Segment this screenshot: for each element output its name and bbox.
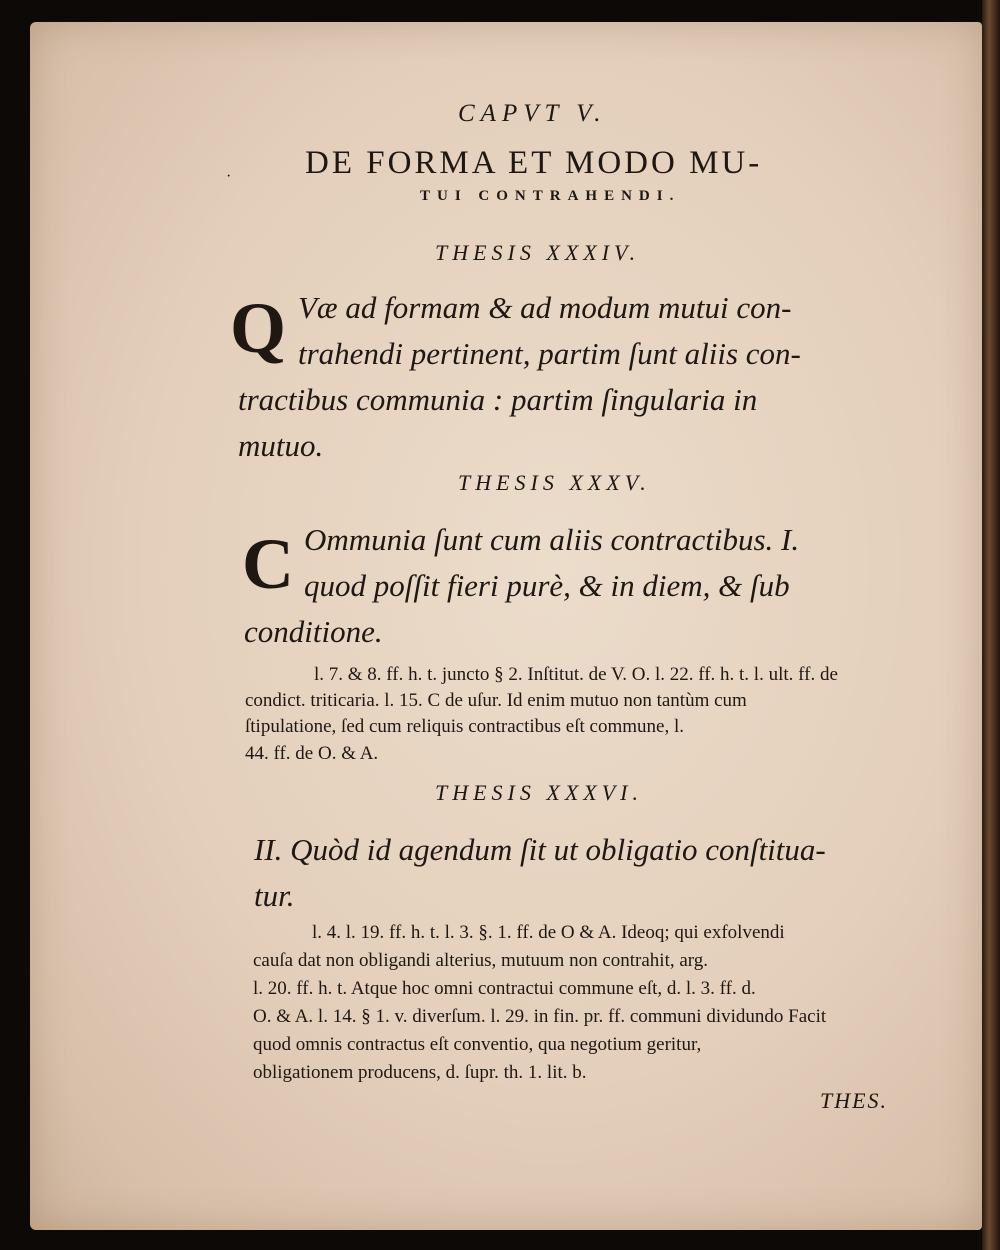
thesis-35-note-4: 44. ff. de O. & A. bbox=[245, 743, 379, 764]
thesis-35-line-2: quod poſſit fieri purè, & in diem, & ſub bbox=[304, 568, 790, 603]
thesis-36-line-1: II. Quòd id agendum ſit ut obligatio conſtitua- bbox=[254, 832, 826, 867]
chapter-title-line-1: DE FORMA ET MODO MU- bbox=[305, 145, 763, 181]
thesis-36-line-2: tur. bbox=[254, 878, 295, 913]
book-edge bbox=[982, 0, 1000, 1250]
thesis-34-heading: THESIS XXXIV. bbox=[435, 240, 641, 265]
chapter-heading: CAPVT V. bbox=[458, 100, 607, 127]
thesis-35-note-3: ſtipulatione, ſed cum reliquis contractibus eſt commune, l. bbox=[245, 716, 685, 737]
thesis-34-line-3: tractibus communia : partim ſingularia in bbox=[238, 382, 758, 417]
thesis-35-dropcap: C bbox=[242, 524, 294, 604]
chapter-title-line-2: TUI CONTRAHENDI. bbox=[420, 188, 681, 204]
thesis-36-note-2: cauſa dat non obligandi alterius, mutuum non contrahit, arg. bbox=[253, 950, 709, 971]
thesis-35-heading: THESIS XXXV. bbox=[458, 470, 651, 495]
thesis-36-note-5: quod omnis contractus eſt conventio, qua negotium geritur, bbox=[253, 1034, 702, 1055]
thesis-34-dropcap: Q bbox=[230, 288, 287, 368]
catchword: THES. bbox=[820, 1088, 889, 1113]
thesis-34-line-2: trahendi pertinent, partim ſunt aliis con- bbox=[298, 336, 801, 371]
thesis-36-note-6: obligationem producens, d. ſupr. th. 1. lit. b. bbox=[253, 1062, 587, 1083]
thesis-36-note-3: l. 20. ff. h. t. Atque hoc omni contractui commune eſt, d. l. 3. ff. d. bbox=[253, 978, 756, 999]
thesis-36-heading: THESIS XXXVI. bbox=[435, 780, 643, 805]
margin-mark: · bbox=[226, 168, 232, 185]
thesis-35-note-1: l. 7. & 8. ff. h. t. juncto § 2. Inſtitut. de V. O. l. 22. ff. h. t. l. ult. ff. de bbox=[314, 664, 838, 685]
thesis-34-line-1: Væ ad formam & ad modum mutui con- bbox=[298, 290, 792, 325]
thesis-34-line-4: mutuo. bbox=[238, 428, 324, 463]
thesis-36-note-1: l. 4. l. 19. ff. h. t. l. 3. §. 1. ff. de O & A. Ideoq; qui exfolvendi bbox=[312, 922, 785, 943]
thesis-35-note-2: condict. triticaria. l. 15. C de uſur. Id enim mutuo non tantùm cum bbox=[245, 690, 747, 711]
thesis-35-line-1: Ommunia ſunt cum aliis contractibus. I. bbox=[304, 522, 800, 557]
thesis-35-line-3: conditione. bbox=[244, 614, 383, 649]
thesis-36-note-4: O. & A. l. 14. § 1. v. diverſum. l. 29. in fin. pr. ff. communi dividundo Facit bbox=[253, 1006, 827, 1027]
